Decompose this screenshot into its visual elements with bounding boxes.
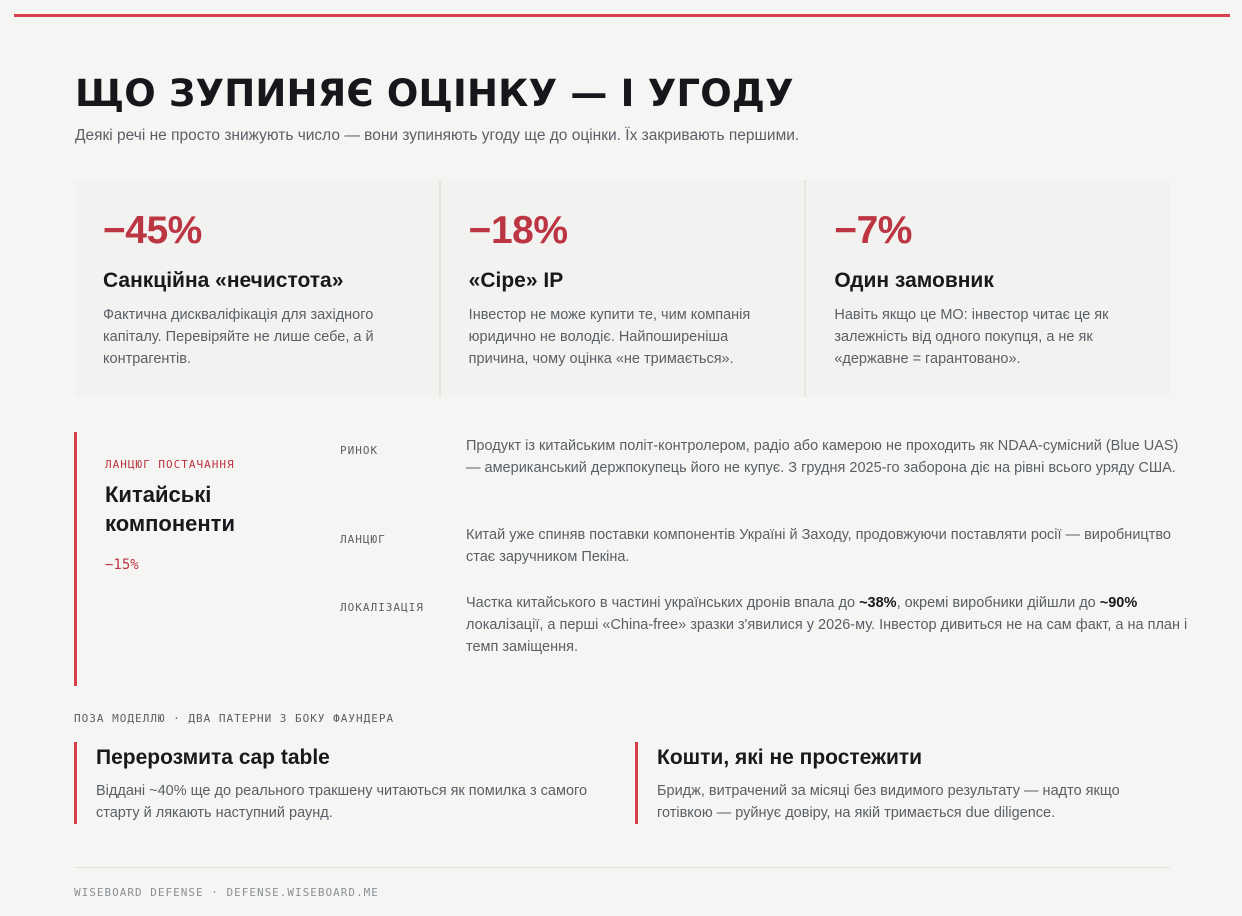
- row-highlight-value: ~90%: [1099, 595, 1138, 611]
- pattern-title: Кошти, які не простежити: [657, 746, 923, 769]
- valuation-card: [806, 180, 1170, 397]
- top-accent-rule: [14, 14, 1230, 17]
- pattern-description: Бридж, витрачений за місяці без видимого результату — надто якщо готівкою — руйнує довіру, на якій тримається due diligence.: [657, 783, 1120, 821]
- footer-text: WISEBOARD DEFENSE · DEFENSE.WISEBOARD.ME: [74, 886, 379, 899]
- card-discount-value: −7%: [834, 209, 912, 252]
- card-discount-value: −18%: [468, 209, 568, 252]
- pattern-title: Перерозмита cap table: [96, 746, 330, 769]
- row-label: ЛАНЦЮГ: [340, 533, 386, 546]
- founder-pattern: [74, 742, 594, 824]
- row-text: Китай уже спиняв поставки компонентів Україні й Заходу, продовжуючи поставляти росії — виробництво стає заручником Пекіна.: [466, 527, 1171, 565]
- card-description: Навіть якщо це МО: інвестор читає це як залежність від одного покупця, а не як «державне = гарантовано».: [834, 307, 1109, 367]
- row-label: ЛОКАЛІЗАЦІЯ: [340, 601, 424, 614]
- card-title: «Сіре» IP: [468, 269, 564, 292]
- card-discount-value: −45%: [103, 209, 202, 252]
- row-text-part: локалізації, а перші «China-free» зразки з'явилися у 2026-му. Інвестор дивиться не на сам факт, а на план і темп заміщення.: [466, 617, 1188, 655]
- supply-chain-tag: ЛАНЦЮГ ПОСТАЧАННЯ: [105, 458, 235, 471]
- pattern-description: Віддані ~40% ще до реального тракшену читаються як помилка з самого старту й лякають наступний раунд.: [96, 783, 588, 821]
- card-description: Фактична дискваліфікація для західного капіталу. Перевіряйте не лише себе, а й контрагентів.: [103, 307, 374, 367]
- row-highlight-value: ~38%: [859, 595, 897, 611]
- founder-pattern: [635, 742, 1155, 824]
- valuation-cards: [75, 180, 1170, 397]
- page-subtitle: Деякі речі не просто знижують число — вони зупиняють угоду ще до оцінки. Їх закривають першими.: [75, 127, 800, 144]
- row-text: Продукт із китайським політ-контролером, радіо або камерою не проходить як NDAA-сумісний (Blue UAS) — американський держпокупець його не купує. З грудня 2025-го заборона діє на рівні всього уряду США.: [466, 438, 1179, 476]
- page-title: ЩО ЗУПИНЯЄ ОЦІНКУ — І УГОДУ: [75, 72, 794, 115]
- valuation-card: [75, 180, 441, 397]
- row-text-part: Частка китайського в частині українських дронів впала до: [466, 595, 860, 611]
- card-title: Санкційна «нечистота»: [103, 269, 344, 292]
- supply-accent-bar: [74, 432, 77, 686]
- row-label: РИНОК: [340, 444, 379, 457]
- supply-chain-title: Китайські компоненти: [105, 482, 235, 536]
- row-text: [466, 592, 1190, 658]
- card-description: Інвестор не може купити те, чим компанія юридично не володіє. Найпоширеніша причина, чому оцінка «не тримається».: [468, 307, 751, 367]
- valuation-card: [441, 180, 807, 397]
- footer-divider: [74, 867, 1170, 868]
- card-title: Один замовник: [834, 269, 994, 292]
- patterns-section-label: ПОЗА МОДЕЛЛЮ · ДВА ПАТЕРНИ З БОКУ ФАУНДЕРА: [74, 712, 395, 725]
- supply-chain-section: [74, 432, 1194, 686]
- supply-chain-discount-value: −15%: [105, 557, 139, 573]
- row-text-part: , окремі виробники дійшли до: [896, 595, 1100, 611]
